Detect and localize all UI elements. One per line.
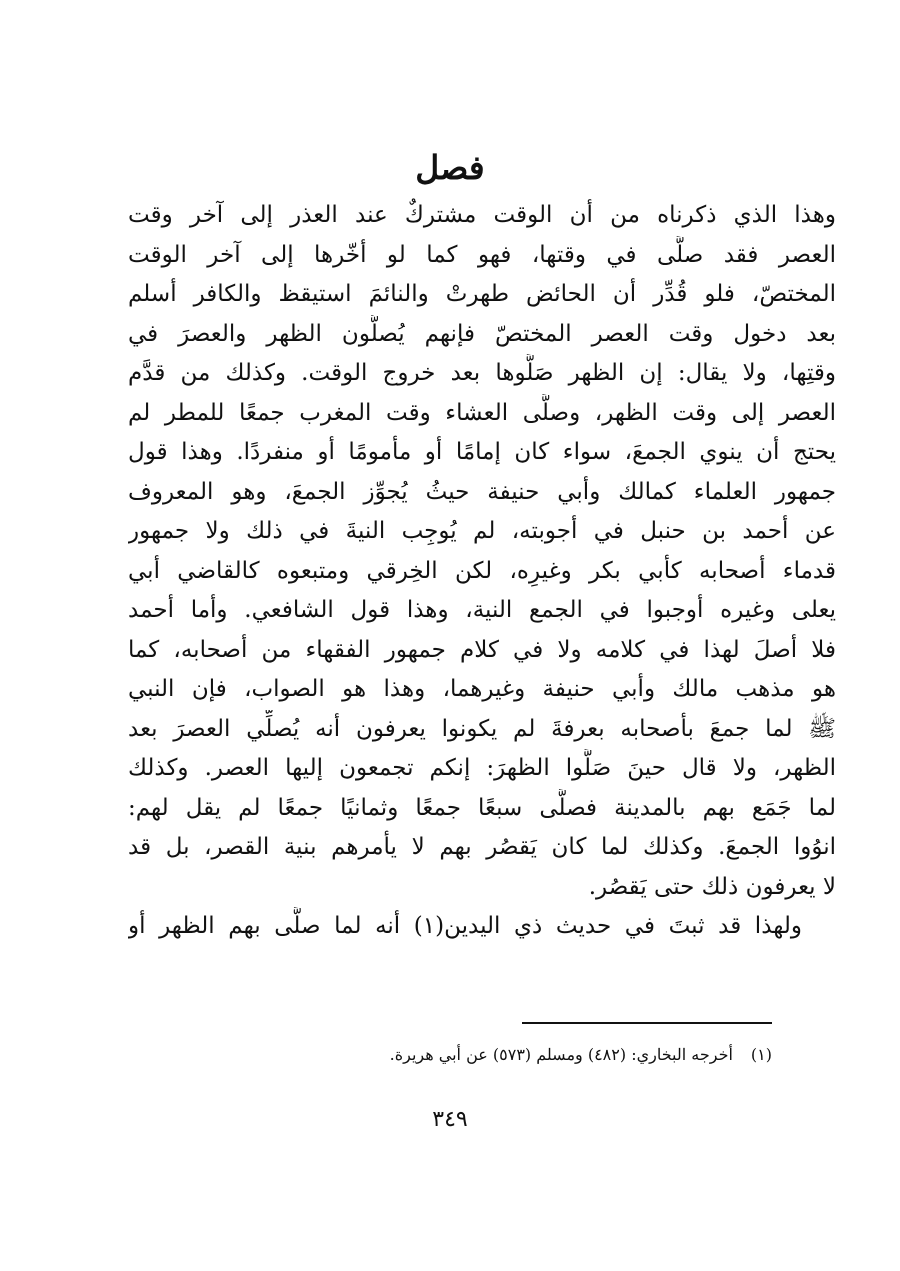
text-line: لا يعرفون ذلك حتى يَقصُر.	[588, 873, 836, 900]
text-line: ﷺ لما جمعَ بأصحابه بعرفةَ لم يكونوا يعرفون أنه يُصلِّي العصرَ بعد	[128, 715, 836, 742]
section-heading: فصل	[415, 148, 485, 187]
text-line: لما جَمَع بهم بالمدينة فصلَّى سبعًا جمعًا وثمانيًا جمعًا لم يقل لهم:	[128, 794, 836, 821]
text-line: انوُوا الجمعَ. وكذلك لما كان يَقصُر بهم لا يأمرهم بنية القصر، بل قد	[128, 834, 836, 860]
text-line: العصر إلى وقت الظهر، وصلَّى العشاء وقت المغرب جمعًا للمطر لم	[128, 399, 836, 426]
text-line: وهذا الذي ذكرناه من أن الوقت مشتركٌ عند العذر إلى آخر وقت	[128, 202, 836, 228]
text-line: العصر فقد صلَّى في وقتها، فهو كما لو أخّرها إلى آخر الوقت	[128, 241, 836, 268]
text-line: المختصّ، فلو قُدِّر أن الحائض طهرتْ والنائمَ استيقظ والكافر أسلم	[128, 281, 836, 307]
text-line: هو مذهب مالك وأبي حنيفة وغيرهما، وهذا هو الصواب، فإن النبي	[128, 676, 836, 702]
body-text	[128, 196, 836, 947]
text-line: يعلى وغيره أوجبوا في الجمع النية، وهذا قول الشافعي. وأما أحمد	[128, 597, 836, 623]
footnote	[390, 1042, 772, 1068]
text-line: وقتِها، ولا يقال: إن الظهر صَلَّوها بعد خروج الوقت. وكذلك من قدَّم	[128, 360, 836, 386]
text-line: ولهذا قد ثبتَ في حديث ذي اليدين(١) أنه لما صلَّى بهم الظهر أو	[128, 913, 802, 939]
footnote-marker: (١)	[750, 1045, 772, 1064]
text-line: الظهر، ولا قال حينَ صَلَّوا الظهرَ: إنكم تجمعون إليها العصر. وكذلك	[128, 755, 836, 781]
text-line: بعد دخول وقت العصر المختصّ فإنهم يُصلُّون الظهر والعصرَ في	[128, 320, 836, 347]
text-line: قدماء أصحابه كأبي بكر وغيرِه، لكن الخِرقي ومتبعوه كالقاضي أبي	[128, 557, 836, 584]
text-line: فلا أصلَ لهذا في كلامه ولا في كلام جمهور الفقهاء من أصحابه، كما	[128, 636, 836, 663]
page-number: ٣٤٩	[432, 1107, 468, 1132]
text-line: عن أحمد بن حنبل في أجوبته، لم يُوجِب النيةَ في ذلك ولا جمهور	[128, 518, 836, 544]
footnote-divider	[522, 1022, 772, 1024]
text-line: جمهور العلماء كمالك وأبي حنيفة حيثُ يُجوِّز الجمعَ، وهو المعروف	[128, 478, 836, 505]
footnote-text: أخرجه البخاري: (٤٨٢) ومسلم (٥٧٣) عن أبي هريرة.	[389, 1045, 733, 1064]
text-line: يحتج أن ينوي الجمعَ، سواء كان إمامًا أو مأمومًا أو منفردًا. وهذا قول	[128, 439, 836, 465]
